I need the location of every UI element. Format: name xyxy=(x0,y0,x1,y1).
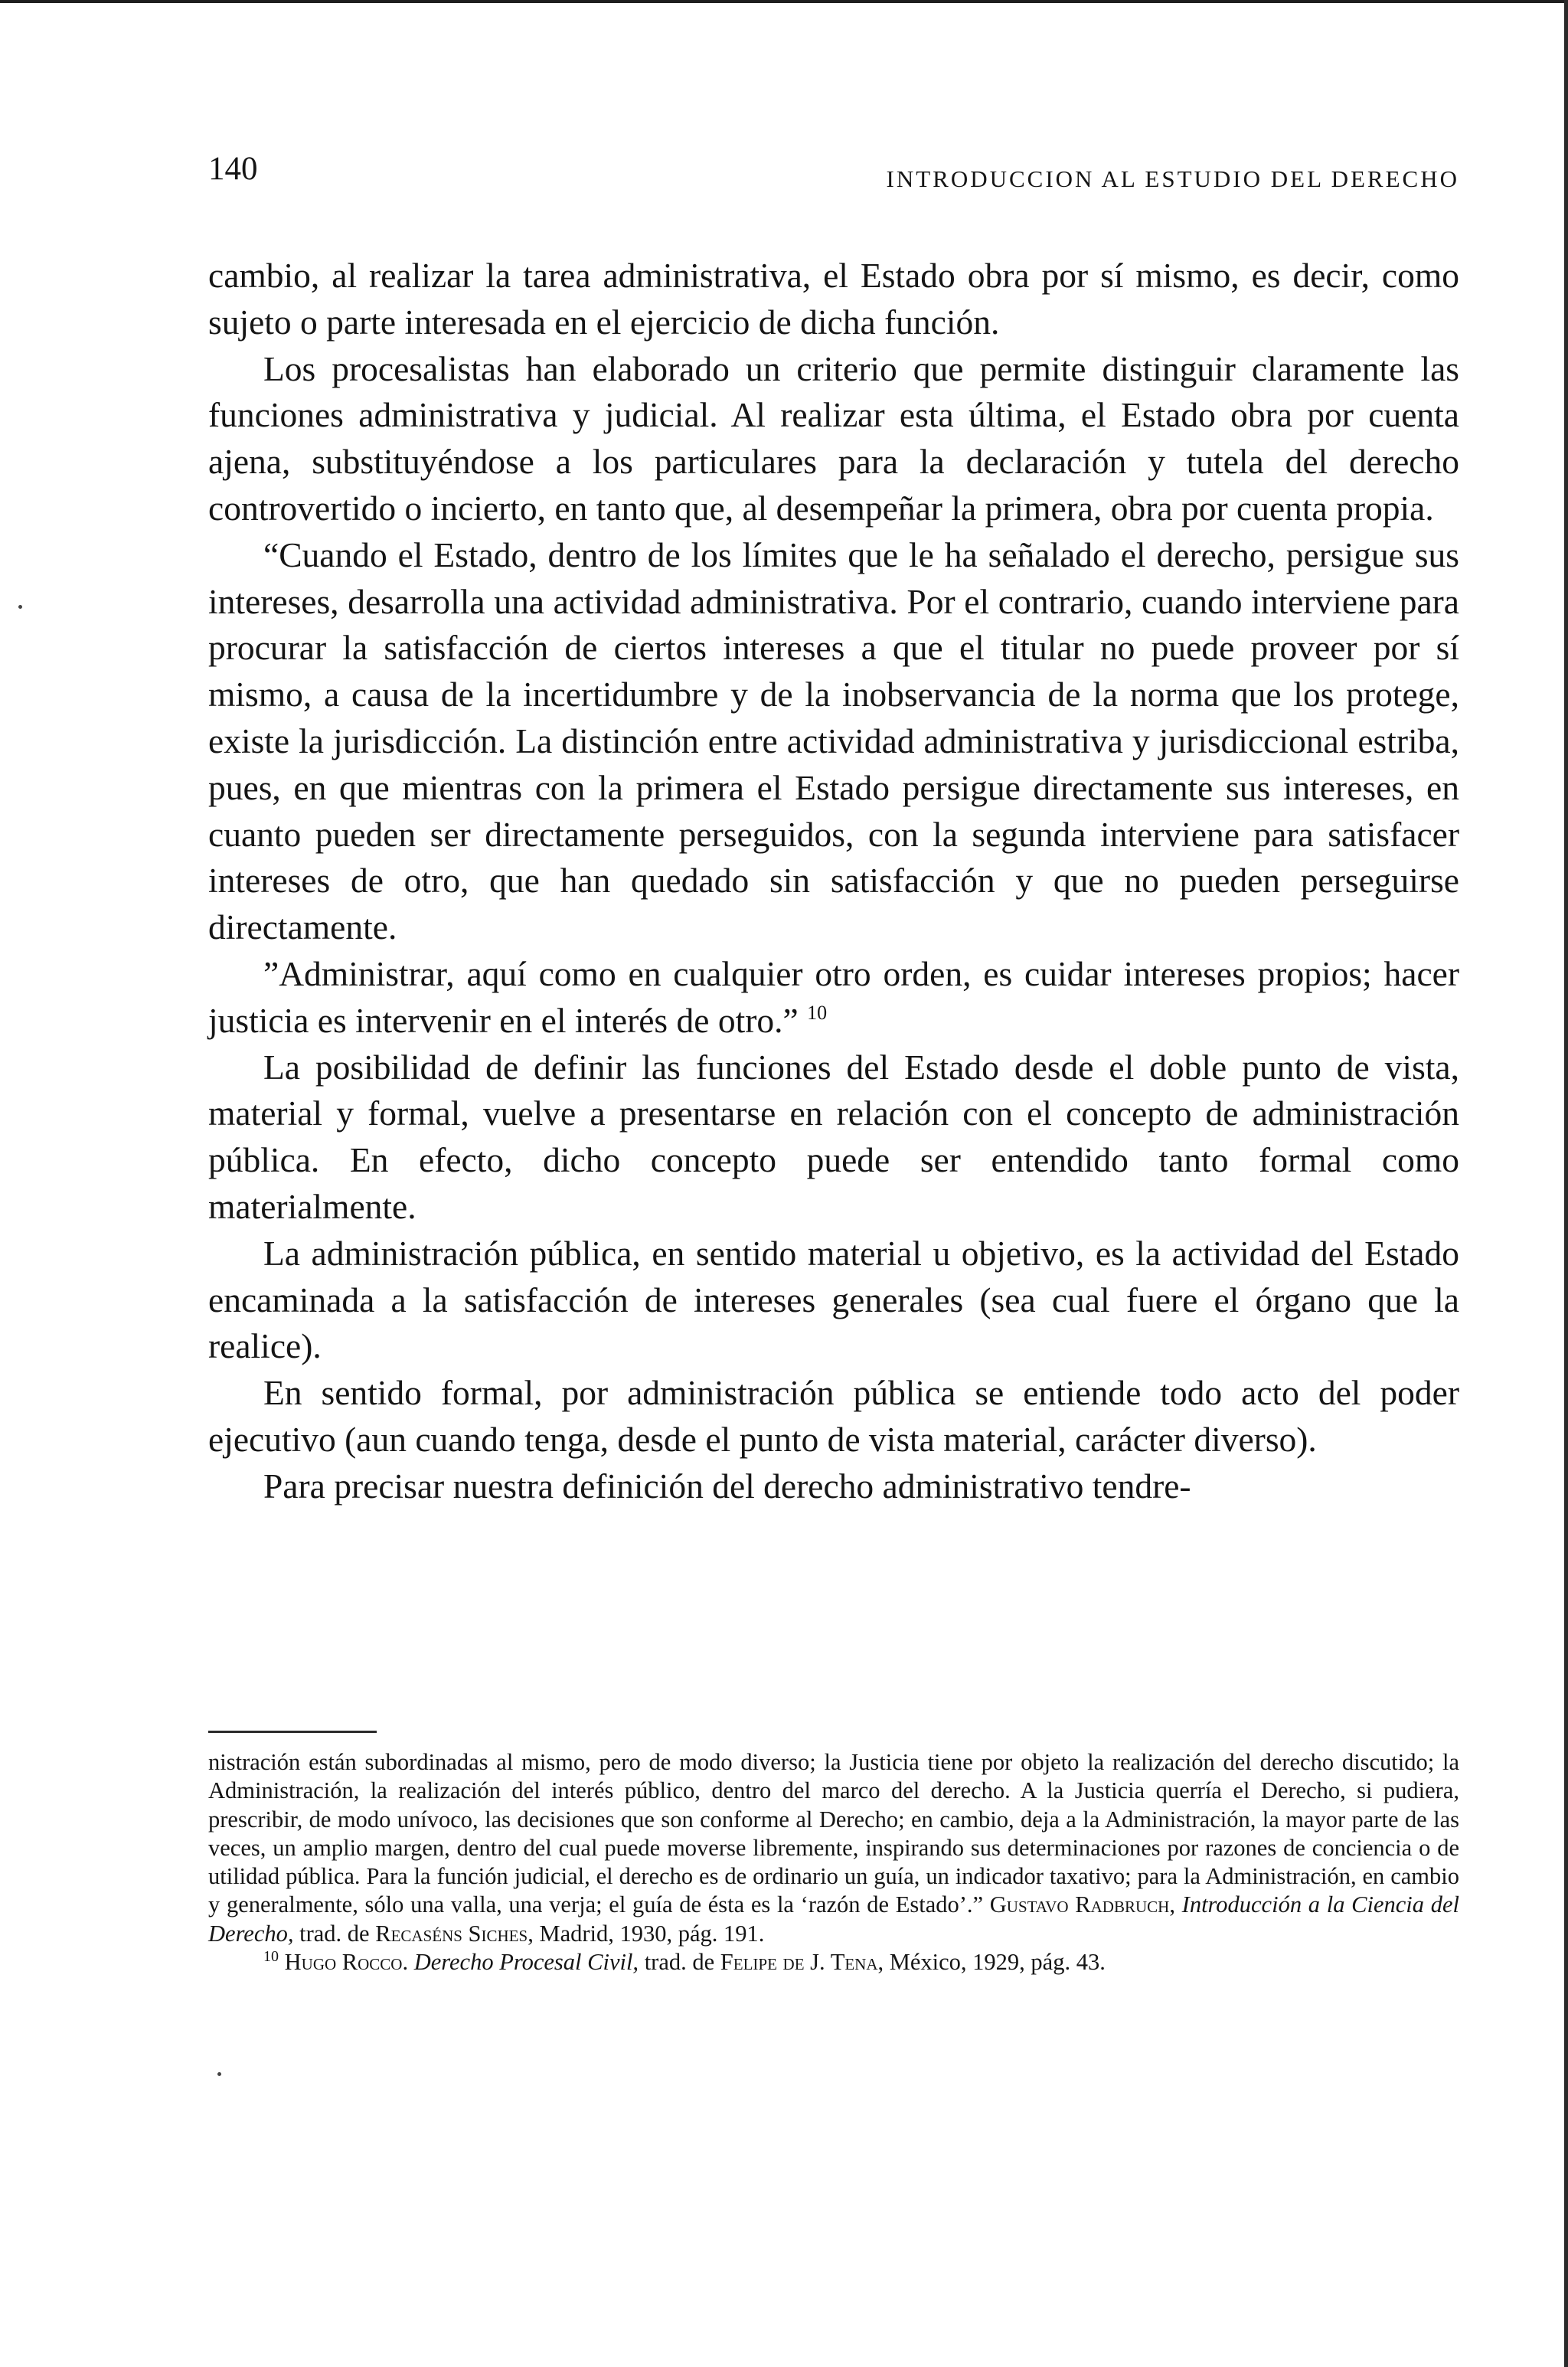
footnote-10 xyxy=(208,1948,1459,1976)
footnote-number: 10 xyxy=(263,1948,279,1966)
footnote-rule xyxy=(208,1731,377,1733)
footnote-trad: trad. de xyxy=(644,1949,715,1976)
page-header xyxy=(208,150,1459,204)
quote-text: ”Administrar, aquí como en cualquier otro orden, es cuidar intereses propios; hacer justicia es intervenir en el interés de otro.” xyxy=(208,953,1459,1040)
footnotes xyxy=(208,1748,1459,1976)
footnote-author: Hugo Rocco. xyxy=(284,1949,409,1976)
scan-right-edge xyxy=(1564,0,1568,2367)
scan-speck xyxy=(217,2072,221,2076)
paragraph: Los procesalistas han elaborado un criterio que permite distinguir claramente las funciones administrativa y judicial. Al realizar esta última, el Estado obra por cuenta ajena, substituyéndose a los particulares para la declaración y tutela del derecho controvertido o incierto, en tanto que, al desempeñar la primera, obra por cuenta propia. xyxy=(208,348,1459,528)
footnote-citation: Madrid, 1930, pág. 191. xyxy=(539,1920,765,1947)
footnote-continuation xyxy=(208,1748,1459,1948)
scan-top-edge xyxy=(0,0,1568,3)
footnote-text: nistración están subordinadas al mismo, pero de modo diverso; la Justicia tiene por objeto la realización del derecho discutido; la Administración, la realización del interés público, dentro del marco del derecho. A la Justicia querría el Derecho, si pudiera, prescribir, de modo unívoco, las decisiones que son conforme al Derecho; en cambio, deja a la Administración, la mayor parte de las veces, un amplio margen, dentro del cual puede moverse libremente, inspirando sus determinaciones por razones de conciencia o de utilidad pública. Para la función judicial, el derecho es de ordinario un guía, un indicador taxativo; para la Administración, en cambio y generalmente, sólo una valla, una verja; el guía de ésta es la ‘razón de Estado’.” xyxy=(208,1749,1459,1918)
body-text xyxy=(208,253,1459,1510)
footnote-citation: México, 1929, pág. 43. xyxy=(889,1949,1106,1976)
footnote-title: Derecho Procesal Civil, xyxy=(413,1949,639,1976)
page-number: 140 xyxy=(208,151,258,187)
footnote-translator: Felipe de J. Tena, xyxy=(720,1949,884,1976)
paragraph: La administración pública, en sentido material u objetivo, es la actividad del Estado encaminada a la satisfacción de intereses generales (sea cual fuere el órgano que la realice). xyxy=(208,1233,1459,1366)
footnote-translator: Recaséns Siches, xyxy=(375,1920,534,1947)
paragraph: Para precisar nuestra definición del derecho administrativo tendre- xyxy=(263,1466,1191,1506)
running-head: INTRODUCCION AL ESTUDIO DEL DERECHO xyxy=(886,165,1459,192)
footnote-reference: 10 xyxy=(807,1001,828,1024)
footnote-trad: trad. de xyxy=(299,1920,370,1947)
scan-speck xyxy=(18,605,22,609)
footnote-title: Introducción a la Ciencia del Derecho, xyxy=(208,1891,1459,1947)
footnote-author: Gustavo Radbruch, xyxy=(989,1891,1175,1918)
paragraph: cambio, al realizar la tarea administrativa, el Estado obra por sí mismo, es decir, como sujeto o parte interesada en el ejercicio de dicha función. xyxy=(208,256,1459,342)
quote-paragraph xyxy=(208,951,1459,1045)
paragraph: En sentido formal, por administración pública se entiende todo acto del poder ejecutivo (aun cuando tenga, desde el punto de vista material, carácter diverso). xyxy=(208,1373,1459,1459)
paragraph: La posibilidad de definir las funciones del Estado desde el doble punto de vista, material y formal, vuelve a presentarse en relación con el concepto de administración pública. En efecto, dicho concepto puede ser entendido tanto formal como materialmente. xyxy=(208,1047,1459,1226)
quote-paragraph: “Cuando el Estado, dentro de los límites que le ha señalado el derecho, persigue sus intereses, desarrolla una actividad administrativa. Por el contrario, cuando interviene para procurar la satisfacción de ciertos intereses a que el titular no puede proveer por sí mismo, a causa de la incertidumbre y de la inobservancia de la norma que los protege, existe la jurisdicción. La distinción entre actividad administrativa y jurisdiccional estriba, pues, en que mientras con la primera el Estado persigue directamente sus intereses, en cuanto pueden ser directamente perseguidos, con la segunda interviene para satisfacer intereses de otro, que han quedado sin satisfacción y que no pueden perseguirse directamente. xyxy=(208,535,1459,947)
